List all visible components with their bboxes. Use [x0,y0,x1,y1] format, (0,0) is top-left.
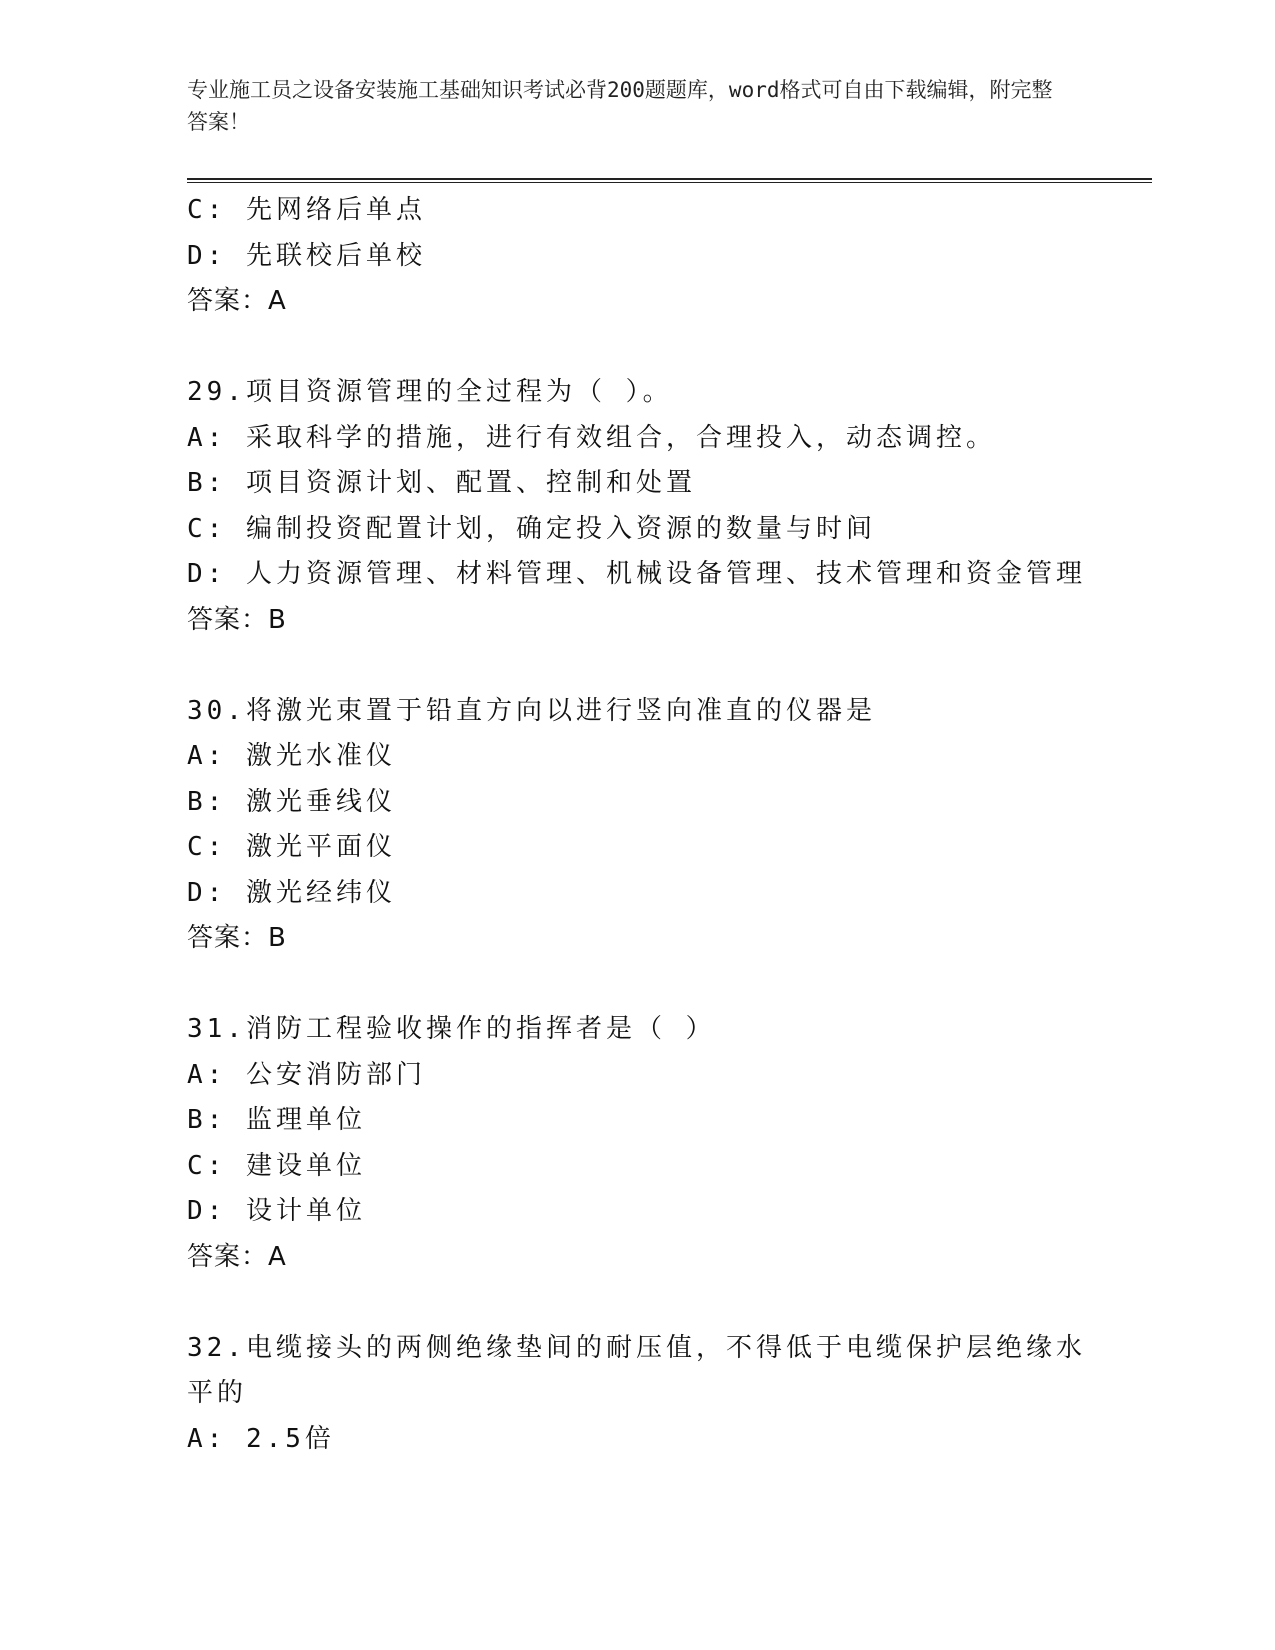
question-block [187,370,1152,643]
option-d: D: 先联校后单校 [187,240,426,271]
answer-line: 答案：B [187,923,287,953]
question-block [187,689,1152,962]
block-spacer [187,325,1152,371]
option-a: A: 公安消防部门 [187,1059,426,1090]
option-b: B: 监理单位 [187,1105,366,1135]
option-b: B: 激光垂线仪 [187,786,396,817]
question-block [187,188,1152,325]
option-c: C: 先网络后单点 [187,195,426,225]
answer-line: 答案：B [187,604,287,635]
option-a: A: 激光水准仪 [187,741,396,771]
document-header [187,74,1067,138]
option-a: A: 采取科学的措施，进行有效组合，合理投入，动态调控。 [187,422,996,453]
block-spacer [187,962,1152,1008]
question-text: 29.项目资源管理的全过程为（ ）。 [187,377,673,407]
option-c: C: 建设单位 [187,1150,366,1181]
block-spacer [187,1280,1152,1326]
option-d: D: 设计单位 [187,1196,366,1226]
answer-line: 答案：A [187,1241,287,1272]
header-title: 专业施工员之设备安装施工基础知识考试必背200题题库，word格式可自由下载编辑，附完整答案！ [187,78,1053,134]
option-a: A: 2.5倍 [187,1423,335,1454]
header-divider [187,178,1152,183]
option-d: D: 人力资源管理、材料管理、机械设备管理、技术管理和资金管理 [187,559,1086,589]
question-text: 30.将激光束置于铅直方向以进行竖向准直的仪器是 [187,695,876,726]
answer-line: 答案：A [187,286,287,316]
option-b: B: 项目资源计划、配置、控制和处置 [187,468,696,498]
question-block [187,1007,1152,1280]
option-c: C: 激光平面仪 [187,832,396,862]
option-d: D: 激光经纬仪 [187,877,396,908]
question-block [187,1326,1152,1463]
question-text: 31.消防工程验收操作的指挥者是（ ） [187,1014,716,1044]
option-c: C: 编制投资配置计划，确定投入资源的数量与时间 [187,513,876,544]
question-text: 32.电缆接头的两侧绝缘垫间的耐压值，不得低于电缆保护层绝缘水平的 [187,1332,1086,1408]
block-spacer [187,643,1152,689]
question-list [187,188,1152,1462]
